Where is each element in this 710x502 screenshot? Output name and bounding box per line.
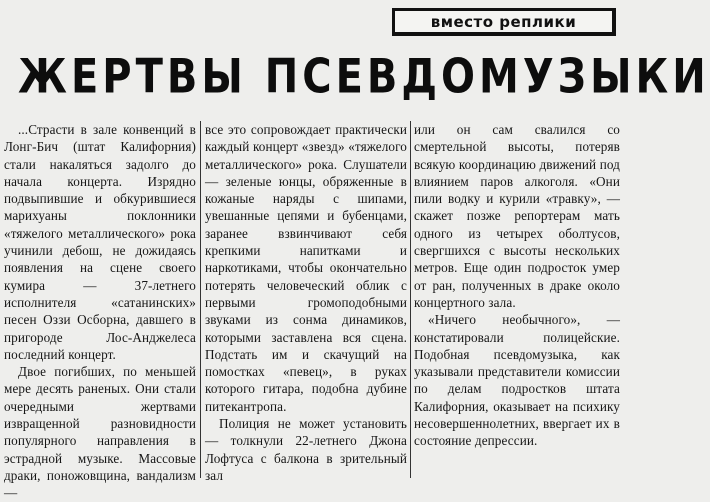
paragraph: Полиция не может установить — толкнули 22-летнего Джона Лофтуса с балкона в зрительный зал — [205, 416, 407, 483]
paragraph: или он сам свалился со смертельной высоты, потеряв всякую координацию движений под влиянием паров алкоголя. «Они пили водку и курили «травку», — скажет позже репортерам мать одного из четырех оболтусов, свергшихся с высоты нескольких метров. Еще один подросток умер от ран, полученных в драке около концертного зала. — [414, 122, 620, 310]
paragraph: «Ничего необычного», — констатировали полицейские. Подобная псевдомузыка, как указывали представители комиссии по делам подростков штата Калифорния, оказывает на психику несовершеннолетних, ввергает их в состояние депрессии. — [414, 312, 620, 449]
column-divider — [200, 121, 201, 478]
rubric-label: вместо реплики — [430, 12, 577, 31]
article-column-2 — [205, 121, 407, 483]
article-column-1 — [4, 121, 196, 501]
article-headline: ЖЕРТВЫ ПСЕВДОМУЗЫКИ — [18, 49, 710, 105]
rubric-box — [392, 8, 616, 36]
paragraph: Двое погибших, по меньшей мере десять раненых. Они стали очередными жертвами извращенной разновидности популярного направления в эстрадной музыке. Массовые драки, поножовщина, вандализм — — [4, 364, 196, 501]
paragraph: ...Страсти в зале конвенций в Лонг-Бич (штат Калифорния) стали накаляться задолго до начала концерта. Изрядно подвыпившие и обкурившиеся марихуаны поклонники «тяжелого металлического» рока учинили дебош, не дожидаясь появления на сцене своего кумира — 37-летнего исполнителя «сатанинских» песен Оззи Осборна, давшего в пригороде Лос-Анджелеса последний концерт. — [4, 122, 196, 362]
column-divider — [410, 121, 411, 478]
paragraph: все это сопровождает практически каждый концерт «звезд» «тяжелого металлического» рока. Слушатели — зеленые юнцы, обряженные в кожаные наряды с шипами, увешанные цепями и бубенцами, заранее взвинчивают себя крепкими напитками и наркотиками, чтобы окончательно потерять человеческий облик с первыми громоподобными звуками из сонма динамиков, которыми заставлена вся сцена. Подстать им и скачущий на помостках «певец», в руках которого гитара, подобна дубине питекантропа. — [205, 122, 407, 414]
article-column-3 — [414, 121, 620, 478]
